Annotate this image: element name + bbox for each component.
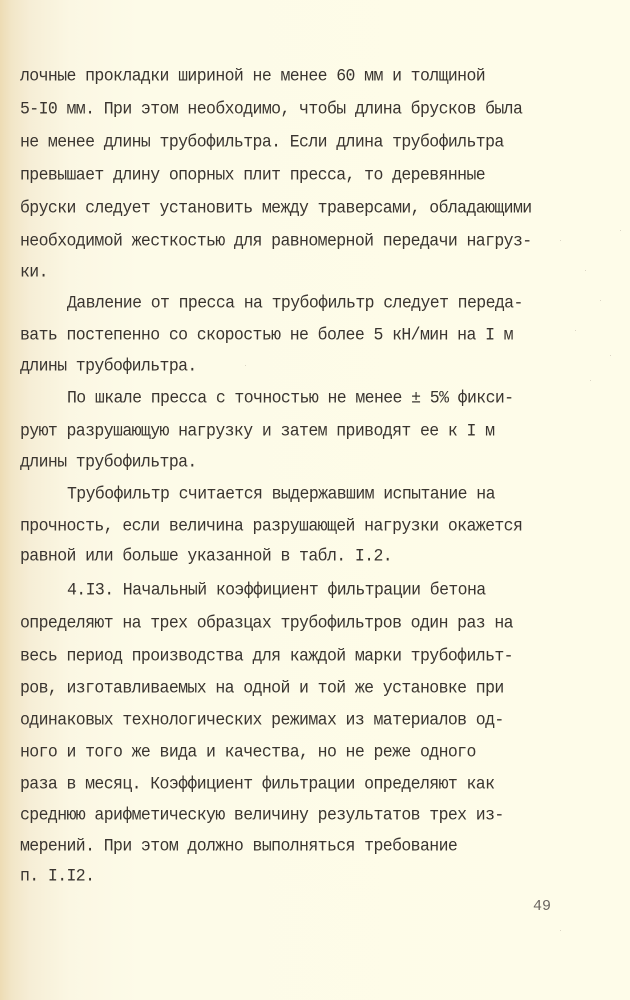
text-line: одинаковых технологических режимах из материалов од-	[20, 709, 504, 730]
text-line: 5-I0 мм. При этом необходимо, чтобы длина брусков была	[20, 98, 523, 119]
text-line: длины трубофильтра.	[20, 451, 197, 472]
text-line: мерений. При этом должно выполняться требование	[20, 835, 458, 856]
text-line: среднюю арифметическую величину результатов трех из-	[20, 804, 504, 825]
text-line: ки.	[20, 261, 48, 282]
text-line: длины трубофильтра.	[20, 355, 197, 376]
text-line: не менее длины трубофильтра. Если длина трубофильтра	[20, 131, 504, 152]
text-line: руют разрушающую нагрузку и затем приводят ее к I м	[20, 420, 495, 441]
text-line: 4.I3. Начальный коэффициент фильтрации бетона	[67, 579, 486, 600]
text-line: весь период производства для каждой марки трубофильт-	[20, 645, 513, 666]
text-line: вать постепенно со скоростью не более 5 кН/мин на I м	[20, 324, 513, 345]
text-line: равной или больше указанной в табл. I.2.	[20, 545, 393, 566]
text-line: Давление от пресса на трубофильтр следует переда-	[67, 292, 523, 313]
text-line: ров, изготавливаемых на одной и той же установке при	[20, 677, 504, 698]
text-line: п. I.I2.	[20, 865, 95, 886]
text-line: определяют на трех образцах трубофильтров один раз на	[20, 612, 513, 633]
text-line: По шкале пресса с точностью не менее ± 5% фикси-	[67, 387, 514, 408]
text-line: превышает длину опорных плит пресса, то деревянные	[20, 164, 486, 185]
text-line: необходимой жесткостью для равномерной передачи нагруз-	[20, 230, 532, 251]
text-line: прочность, если величина разрушающей нагрузки окажется	[20, 515, 523, 536]
page-number: 49	[533, 898, 552, 915]
text-line: бруски следует установить между траверсами, обладающими	[20, 197, 532, 218]
text-line: Трубофильтр считается выдержавшим испытание на	[67, 483, 495, 504]
text-line: лочные прокладки шириной не менее 60 мм и толщиной	[20, 65, 486, 86]
text-line: раза в месяц. Коэффициент фильтрации определяют как	[20, 773, 495, 794]
text-line: ного и того же вида и качества, но не реже одного	[20, 741, 476, 762]
